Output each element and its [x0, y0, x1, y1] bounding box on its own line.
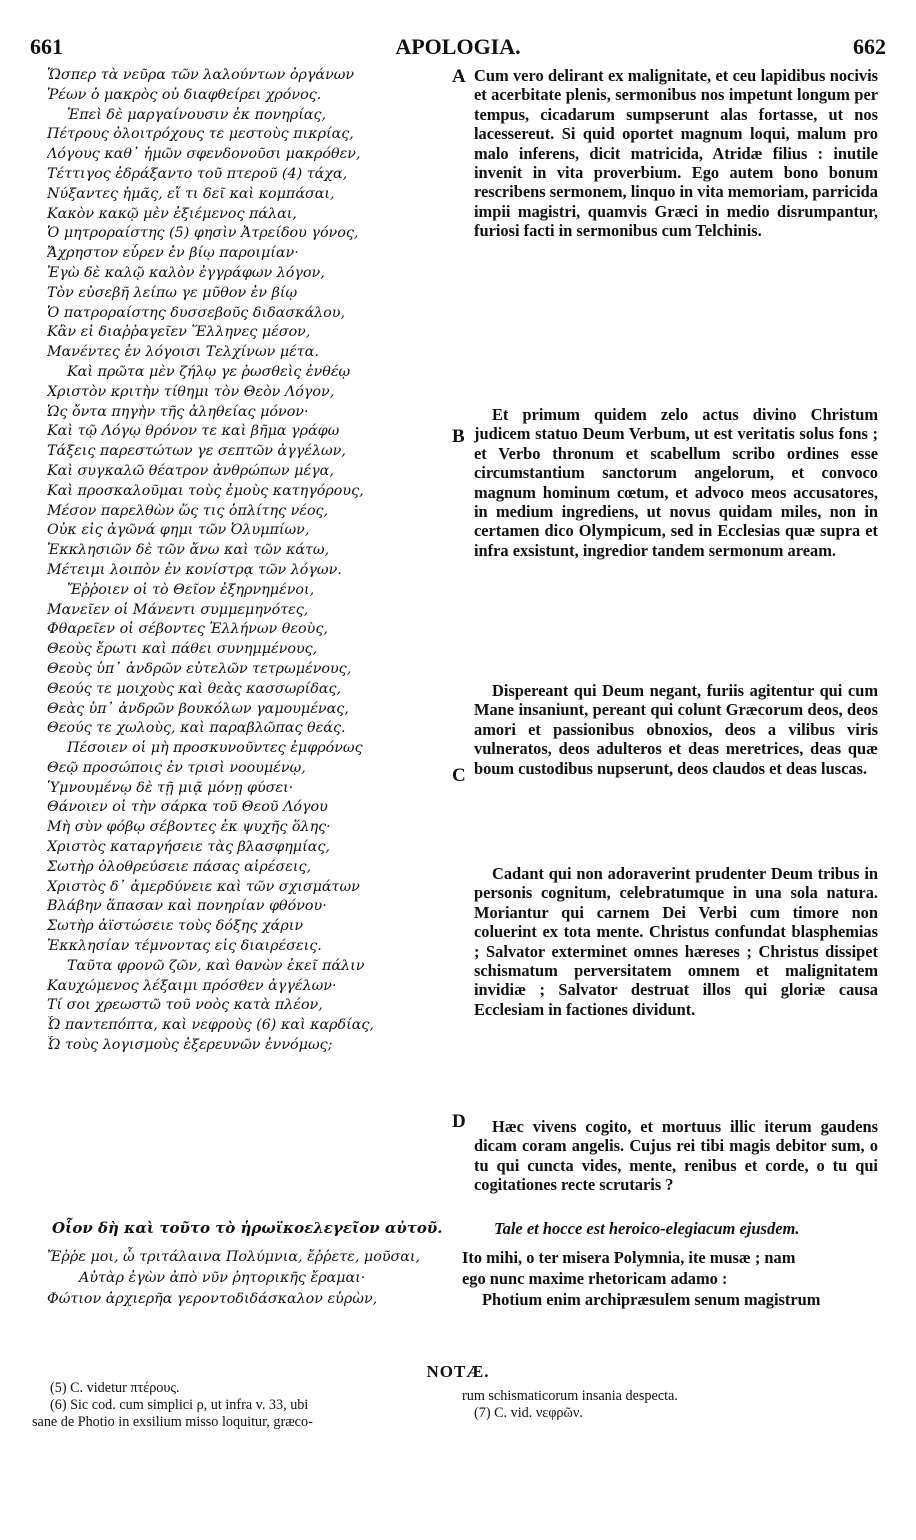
latin-line: Ito mihi, o ter misera Polymnia, ite musæ ; nam [462, 1248, 796, 1267]
greek-line: Καὶ πρῶτα μὲν ζήλῳ γε ῥωσθεὶς ἐνθέῳ [67, 363, 351, 380]
greek-line: Ταῦτα φρονῶ ζῶν, καὶ θανὼν ἐκεῖ πάλιν [67, 957, 365, 974]
greek-line: Τὸν εὐσεβῆ λείπω γε μῦθον ἐν βίῳ [47, 284, 298, 301]
latin-text: Et primum quidem zelo actus divino Christum judicem statuo Deum Verbum, ut est veritatis solus fons ; et Verbo thronum et scabellum scribo ordines esse circumstantium sanctorum angelorum, et convoco magnum hominum cœtum, et advoco meos accusatores, in medium ingrediens, ut novus quidam miles, non in certamen dico Olympicum, sed in Ecclesias quæ supra et infra exsistunt, ingredior tandem sermonum aream. [474, 405, 878, 560]
greek-line: Ἐπεὶ δὲ μαργαίνουσιν ἐκ πονηρίας, [67, 106, 327, 123]
greek-elegiac-verses [47, 1247, 452, 1310]
latin-elegiac-verses [462, 1247, 882, 1310]
greek-line: Πέσοιεν οἱ μὴ προσκυνοῦντες ἐμφρόνως [67, 740, 363, 757]
greek-line: Θεὰς ὑπ᾽ ἀνδρῶν βουκόλων γαμουμένας, [47, 700, 349, 717]
greek-line: Σωτὴρ ἀϊστώσειε τοὺς δόξης χάριν [47, 918, 304, 935]
latin-paragraph-a [474, 66, 878, 241]
page-number-right: 662 [853, 34, 886, 59]
greek-line: Πέτρους ὀλοιτρόχους τε μεστοὺς πικρίας, [47, 126, 354, 143]
greek-line: Νύξαντες ἡμᾶς, εἴ τι δεῖ καὶ κομπάσαι, [47, 185, 335, 202]
greek-line: Μέτειμι λοιπὸν ἐν κονίστρᾳ τῶν λόγων. [47, 561, 342, 578]
latin-line: ego nunc maxime rhetoricam adamo : [462, 1269, 728, 1288]
greek-line: Ἐκκλησιῶν δὲ τῶν ἄνω καὶ τῶν κάτω, [47, 542, 330, 559]
footnotes-left [32, 1380, 442, 1431]
section-marker-a: A [452, 66, 466, 87]
greek-verse-column [47, 66, 452, 1056]
greek-line: Θεούς τε μοιχοὺς καὶ θεὰς κασσωρίδας, [47, 680, 342, 697]
greek-line: Χριστὸς καταργήσειε τὰς βλασφημίας, [47, 839, 330, 856]
running-title: APOLOGIA. [395, 34, 521, 59]
greek-line: Σωτὴρ ὀλοθρεύσειε πάσας αἱρέσεις, [47, 858, 312, 875]
greek-line: Θεούς τε χωλοὺς, καὶ παραβλῶπας θεάς. [47, 720, 346, 737]
latin-paragraph-d [474, 1117, 878, 1195]
footnote-line: rum schismaticorum insania despecta. [462, 1388, 678, 1404]
latin-paragraph-c2 [474, 864, 878, 1019]
greek-line: Καὶ τῷ Λόγῳ θρόνον τε καὶ βῆμα γράφω [47, 423, 340, 440]
greek-line: Φθαρεῖεν οἱ σέβοντες Ἑλλήνων θεοὺς, [47, 621, 328, 638]
page-number-left: 661 [30, 34, 63, 59]
greek-line: Κἂν εἰ διαῤῥαγεῖεν Ἕλληνες μέσον, [47, 324, 311, 341]
greek-line: Θεοὺς ὑπ᾽ ἀνδρῶν εὐτελῶν τετρωμένους, [47, 660, 352, 677]
greek-line: Τί σοι χρεωστῶ τοῦ νοὸς κατὰ πλέον, [47, 997, 323, 1014]
greek-line: Μέσον παρελθὼν ὥς τις ὁπλίτης νέος, [47, 502, 329, 519]
footnote-line: (6) Sic cod. cum simplici ρ, ut infra v. 33, ubi [50, 1397, 309, 1413]
latin-paragraph-b [474, 405, 878, 560]
latin-line: Photium enim archipræsulem senum magistrum [482, 1290, 821, 1309]
greek-line: Καὶ συγκαλῶ θέατρον ἀνθρώπων μέγα, [47, 462, 334, 479]
greek-line: Ὦ παντεπόπτα, καὶ νεφροὺς (6) καὶ καρδίας, [47, 1017, 374, 1034]
notes-heading: NOTÆ. [426, 1362, 490, 1381]
greek-line: Ῥέων ὁ μακρὸς οὐ διαφθείρει χρόνος. [47, 86, 322, 103]
page-header [30, 34, 886, 64]
greek-line: Μανέντες ἐν λόγοισι Τελχίνων μέτα. [47, 344, 319, 361]
latin-text: Hæc vivens cogito, et mortuus illic iterum gaudens dicam coram angelis. Cujus rei tibi magis debitor sum, o tu qui cuncta vides, mente, renibus et corde, o tu qui cogitationes recte scrutaris ? [474, 1117, 878, 1195]
greek-line: Καυχώμενος λέξαιμι πρόσθεν ἀγγέλων· [47, 977, 337, 994]
greek-line: Ἔῤῥοιεν οἱ τὸ Θεῖον ἐξηρνημένοι, [67, 581, 315, 598]
greek-line: Ὥσπερ τὰ νεῦρα τῶν λαλούντων ὀργάνων [47, 67, 355, 83]
greek-line: Βλάβην ἅπασαν καὶ πονηρίαν φθόνου· [47, 898, 327, 915]
greek-line: Χριστὸν κριτὴν τίθημι τὸν Θεὸν Λόγον, [47, 383, 335, 400]
latin-text: Dispereant qui Deum negant, furiis agitentur qui cum Mane insaniunt, pereant qui colunt Græcorum deos, deos amori et passionibus obnoxios, deos a vilibus viris vulneratos, deos adulteros et deas meretrices, deas quæ boum custodibus nupserunt, deos claudos et deas luscas. [474, 681, 878, 778]
greek-line: Κακὸν κακῷ μὲν ἐξιέμενος πάλαι, [47, 205, 297, 222]
latin-subtitle: Tale et hocce est heroico-elegiacum ejusdem. [494, 1219, 800, 1238]
greek-line: Θάνοιεν οἱ τὴν σάρκα τοῦ Θεοῦ Λόγου [47, 799, 328, 816]
greek-line: Ὁ μητροραίστης (5) φησὶν Ἀτρείδου γόνος, [47, 225, 359, 242]
greek-line: Ἐκκλησίαν τέμνοντας εἰς διαιρέσεις. [47, 938, 322, 955]
greek-line: Ἐγὼ δὲ καλῷ καλὸν ἐγγράφων λόγον, [47, 264, 325, 281]
greek-line: Μανεῖεν οἱ Μάνεντι συμμεμηνότες, [47, 601, 309, 618]
greek-subtitle: Οἷον δὴ καὶ τοῦτο τὸ ἡρωϊκοελεγεῖον αὐτοῦ. [52, 1219, 443, 1237]
latin-text: Cadant qui non adoraverint prudenter Deum tribus in personis cognitum, celebratumque in una sola natura. Moriantur qui carnem Dei Verbi cum timore non coluerint ex tota mente. Christus confundat blasphemias ; Salvator exterminet omnes hæreses ; Christus dissipet schismatum perversitatem omnem et malignitatem invidiæ ; Salvator destruat illos qui gloriæ causa Ecclesiam in factiones dividunt. [474, 864, 878, 1019]
footnote-line: (7) C. vid. νεφρῶν. [474, 1405, 583, 1421]
greek-line: Θεῷ προσώποις ἐν τρισὶ νοουμένῳ, [47, 759, 306, 776]
greek-line: Οὐκ εἰς ἀγῶνά φημι τῶν Ὀλυμπίων, [47, 522, 310, 539]
latin-text: Cum vero delirant ex malignitate, et ceu lapidibus nocivis et acerbitate plenis, sermonibus nos impetunt longum per tempus, cicadarum sumpserunt alas fortasse, ut nos lacessereut. Si quid oportet magnum loqui, malum pro malo inferens, dicit matricida, Atridæ filius : inutile invenit in vita proverbium. Ego autem bono bonum rescribens sermonem, linquo in vita memoriam, parricida impii magistri, quamvis Græci in medio disrumpantur, furiosi facti in sermonibus cum Telchinis. [474, 66, 878, 241]
footnote-line: sane de Photio in exsilium misso loquitur, græco- [32, 1414, 313, 1430]
greek-line: Θεοὺς ἔρωτι καὶ πάθει συνημμένους, [47, 641, 318, 658]
greek-line: Μὴ σὺν φόβῳ σέβοντες ἐκ ψυχῆς ὅλης· [47, 819, 331, 836]
greek-line: Καὶ προσκαλοῦμαι τοὺς ἐμοὺς κατηγόρους, [47, 482, 364, 499]
latin-paragraph-c [474, 681, 878, 778]
section-marker-c: C [452, 765, 466, 786]
greek-line: Ἄχρηστον εὗρεν ἐν βίῳ παροιμίαν· [47, 245, 299, 262]
section-marker-d: D [452, 1111, 466, 1132]
greek-line: Τέττιγος ἐδράξαντο τοῦ πτεροῦ (4) τάχα, [47, 165, 348, 182]
greek-line: Ὦ τοὺς λογισμοὺς ἐξερευνῶν ἐννόμως; [47, 1037, 333, 1054]
greek-line: Χριστὸς δ᾽ ἀμερδύνειε καὶ τῶν σχισμάτων [47, 878, 360, 895]
greek-line: Φώτιον ἀρχιερῆα γεροντοδιδάσκαλον εὑρὼν, [47, 1291, 378, 1307]
greek-line: Λόγους καθ᾽ ἡμῶν σφενδονοῦσι μακρόθεν, [47, 146, 361, 163]
greek-line: Ἔῤῥε μοι, ὦ τριτάλαινα Πολύμνια, ἔῤῥετε, μοῦσαι, [47, 1249, 421, 1265]
section-marker-b: B [452, 426, 465, 447]
footnotes-right [462, 1388, 882, 1422]
greek-line: Ὑμνουμένῳ δὲ τῇ μιᾷ μόνῃ φύσει· [47, 779, 294, 796]
greek-line: Ὁ πατροραίστης δυσσεβοῦς διδασκάλου, [47, 304, 346, 321]
greek-line: Τάξεις παρεστώτων γε σεπτῶν ἀγγέλων, [47, 443, 346, 460]
greek-line: Ὡς ὄντα πηγὴν τῆς ἀληθείας μόνον· [47, 403, 309, 420]
footnote-line: (5) C. videtur πτέρους. [50, 1380, 180, 1396]
greek-line: Αὐτὰρ ἐγὼν ἀπὸ νῦν ῥητορικῆς ἔραμαι· [79, 1270, 366, 1286]
